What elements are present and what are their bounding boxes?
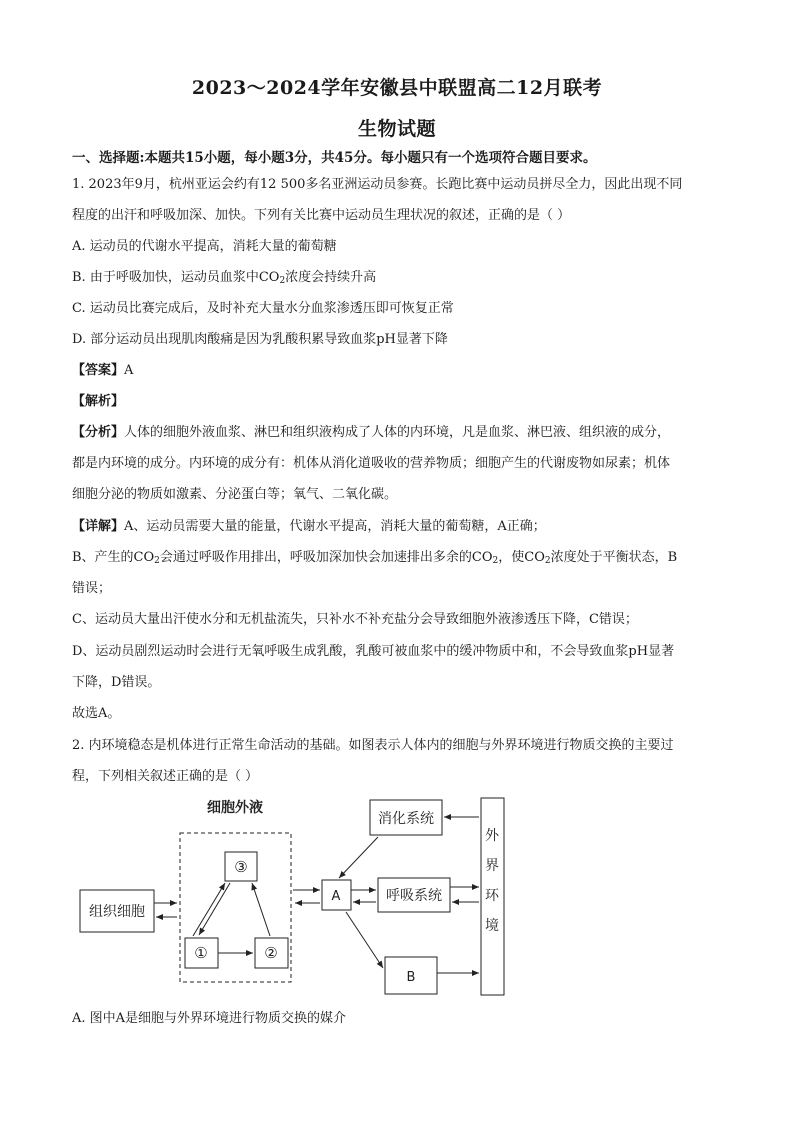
node-2-label: ② bbox=[264, 944, 278, 962]
arrow-node2-to-node3 bbox=[252, 883, 270, 936]
external-env-char-1: 外 bbox=[485, 828, 499, 844]
detail-b-part-1: B、产生的CO bbox=[72, 550, 155, 565]
q1-detail-b-line-1 bbox=[72, 549, 732, 567]
node-a-label: A bbox=[331, 889, 341, 904]
node-1-label: ① bbox=[194, 944, 208, 962]
q1-stem-line-1: 1. 2023年9月，杭州亚运会约有12 500多名亚洲运动员参赛。长跑比赛中运动员拼尽全力，因此出现不同 bbox=[72, 177, 683, 192]
arrow-a-to-b bbox=[346, 912, 383, 968]
external-env-char-2: 界 bbox=[485, 858, 499, 874]
q1-conclusion: 故选A。 bbox=[72, 706, 121, 721]
q1-detail-d-line-2: 下降，D错误。 bbox=[72, 675, 161, 690]
q1-option-a: A. 运动员的代谢水平提高，消耗大量的葡萄糖 bbox=[72, 239, 337, 254]
external-env-char-3: 环 bbox=[485, 888, 499, 904]
detail-b-part-2: 会通过呼吸作用排出，呼吸加深加快会加速排出多余的CO bbox=[159, 550, 493, 565]
q1-fenxi-line-3: 细胞分泌的物质如激素、分泌蛋白等；氧气、二氧化碳。 bbox=[72, 487, 398, 502]
q1-option-b-tail: 浓度会持续升高 bbox=[285, 270, 377, 285]
tissue-cell-label: 组织细胞 bbox=[89, 904, 145, 920]
q2-stem-line-1: 2. 内环境稳态是机体进行正常生命活动的基础。如图表示人体内的细胞与外界环境进行物质交换的主要过 bbox=[72, 738, 674, 753]
node-b-label: B bbox=[406, 970, 416, 985]
q1-detail-a bbox=[72, 518, 732, 536]
q1-fenxi-line-2: 都是内环境的成分。内环境的成分有：机体从消化道吸收的营养物质；细胞产生的代谢废物如尿素；机体 bbox=[72, 456, 671, 471]
detail-b-part-3: ，使CO bbox=[498, 550, 545, 565]
answer-value: A bbox=[124, 363, 134, 378]
arrow-digestive-to-a bbox=[339, 837, 378, 878]
respiratory-system-label: 呼吸系统 bbox=[386, 888, 442, 904]
detail-a-text: A、运动员需要大量的能量，代谢水平提高，消耗大量的葡萄糖，A正确； bbox=[124, 519, 546, 534]
node-3-label: ③ bbox=[234, 858, 248, 876]
analysis-tag: 【解析】 bbox=[72, 394, 125, 409]
detail-b-part-4: 浓度处于平衡状态，B bbox=[550, 550, 678, 565]
q2-option-a: A. 图中A是细胞与外界环境进行物质交换的媒介 bbox=[72, 1011, 347, 1026]
q1-fenxi-line-1 bbox=[72, 424, 732, 442]
q1-stem-line-2: 程度的出汗和呼吸加深、加快。下列有关比赛中运动员生理状况的叙述，正确的是（ ） bbox=[72, 208, 571, 223]
section-heading: 一、选择题:本题共15小题，每小题3分，共45分。每小题只有一个选项符合题目要求。 bbox=[72, 150, 597, 166]
q1-answer bbox=[72, 362, 732, 380]
arrow-node3-to-node1 bbox=[199, 883, 230, 935]
subscript: 2 bbox=[154, 556, 160, 566]
exchange-diagram bbox=[60, 790, 520, 1005]
q1-detail-d-line-1: D、运动员剧烈运动时会进行无氧呼吸生成乳酸，乳酸可被血浆中的缓冲物质中和，不会导致血浆pH显著 bbox=[72, 644, 675, 659]
q1-analysis-tag bbox=[72, 393, 732, 411]
fenxi-tag: 【分析】 bbox=[72, 425, 125, 440]
q1-option-b-text: B. 由于呼吸加快，运动员血浆中CO bbox=[72, 270, 280, 285]
digestive-system-label: 消化系统 bbox=[378, 811, 434, 827]
extracellular-label: 细胞外液 bbox=[207, 800, 263, 816]
subscript: 2 bbox=[492, 556, 499, 566]
q2-stem-line-2: 程，下列相关叙述正确的是（ ） bbox=[72, 769, 259, 784]
arrow-node1-to-node3 bbox=[193, 883, 225, 936]
q1-detail-b-line-2: 错误； bbox=[72, 581, 112, 596]
fenxi-text-1: 人体的细胞外液血浆、淋巴和组织液构成了人体的内环境，凡是血浆、淋巴液、组织液的成分， bbox=[124, 425, 671, 440]
external-env-char-4: 境 bbox=[485, 918, 499, 934]
subscript: 2 bbox=[279, 276, 286, 286]
detail-tag: 【详解】 bbox=[72, 519, 125, 534]
exam-subtitle: 生物试题 bbox=[357, 118, 436, 140]
exam-title: 2023～2024学年安徽县中联盟高二12月联考 bbox=[191, 77, 603, 99]
q1-option-b bbox=[72, 269, 732, 287]
subscript: 2 bbox=[544, 556, 551, 566]
q1-detail-c: C、运动员大量出汗使水分和无机盐流失，只补水不补充盐分会导致细胞外液渗透压下降，C错误； bbox=[72, 612, 638, 627]
q1-option-c: C. 运动员比赛完成后，及时补充大量水分血浆渗透压即可恢复正常 bbox=[72, 301, 454, 316]
answer-tag: 【答案】 bbox=[72, 363, 125, 378]
q1-option-d: D. 部分运动员出现肌肉酸痛是因为乳酸积累导致血浆pH显著下降 bbox=[72, 332, 448, 347]
